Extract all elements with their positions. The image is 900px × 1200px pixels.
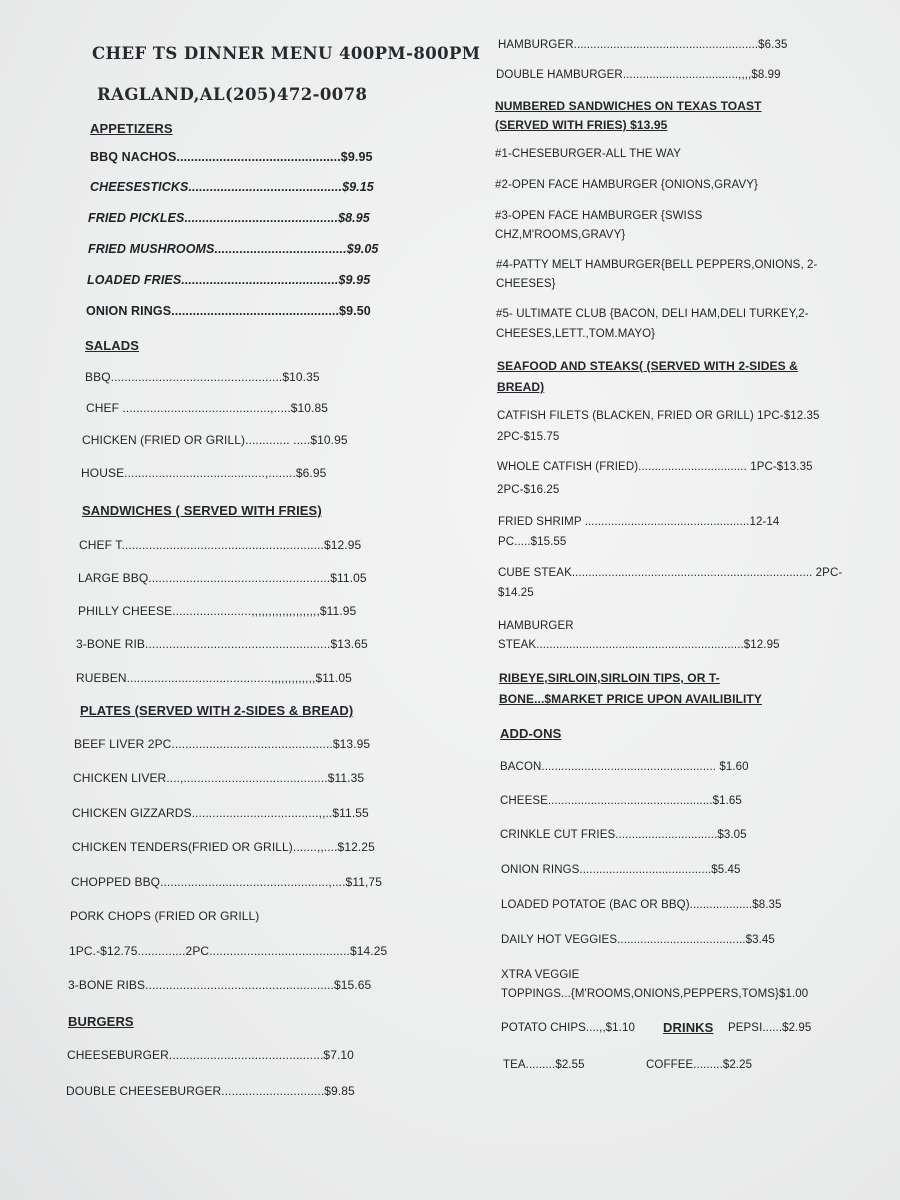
menu-item: 1PC.-$12.75..............2PC.........................................$14.25	[69, 944, 388, 958]
menu-location: RAGLAND,AL(205)472-0078	[97, 85, 368, 104]
menu-item: FRIED MUSHROOMS.....................................$9.05	[88, 242, 379, 256]
burgers-heading: BURGERS	[68, 1014, 134, 1029]
market-price-line-2: BONE...$MARKET PRICE UPON AVAILIBILITY	[499, 692, 762, 706]
seafood-heading-1: SEAFOOD AND STEAKS( (SERVED WITH 2-SIDES &	[497, 359, 798, 373]
menu-item: CATFISH FILETS (BLACKEN, FRIED OR GRILL) 1PC-$12.35	[497, 410, 820, 422]
plates-heading: PLATES (SERVED WITH 2-SIDES & BREAD)	[80, 703, 354, 718]
menu-item: CHEF T...........................................................$12.95	[79, 538, 362, 552]
market-price-line-1: RIBEYE,SIRLOIN,SIRLOIN TIPS, OR T-	[499, 671, 720, 685]
menu-item: HOUSE.........................................,........$6.95	[81, 466, 327, 480]
menu-item: DOUBLE HAMBURGER...................................,,,,$8.99	[496, 69, 781, 81]
drinks-heading: DRINKS	[663, 1020, 714, 1035]
menu-item: BACON..................................................... $1.60	[500, 761, 749, 773]
menu-item: PC.....$15.55	[498, 536, 567, 548]
menu-item: BBQ NACHOS..............................................$9.95	[90, 150, 373, 164]
menu-item: FRIED PICKLES...........................................$8.95	[88, 211, 370, 225]
menu-item: CHEF ...........................................,.....$10.85	[86, 401, 329, 415]
menu-item: CHEESES}	[496, 278, 556, 290]
menu-item: CHOPPED BBQ.................................................,....$11,75	[71, 875, 382, 889]
menu-item: TEA.........$2.55	[503, 1059, 585, 1071]
sandwiches-heading: SANDWICHES ( SERVED WITH FRIES)	[82, 503, 322, 518]
menu-item: TOPPINGS...{M'ROOMS,ONIONS,PEPPERS,TOMS}$1.00	[501, 988, 809, 1000]
menu-item: 3-BONE RIB......................................................$13.65	[76, 637, 368, 651]
menu-item: CHEESES,LETT.,TOM.MAYO}	[496, 328, 656, 340]
addons-heading: ADD-ONS	[500, 726, 562, 741]
menu-item: HAMBURGER........................................................$6.35	[498, 39, 788, 51]
salads-heading: SALADS	[85, 338, 140, 353]
appetizers-heading: APPETIZERS	[90, 121, 173, 136]
menu-item: BBQ..................................................$10.35	[85, 370, 320, 384]
menu-item: $14.25	[498, 587, 534, 599]
menu-item: RUEBEN..........................................,,,,,,,,,,,,,$11.05	[76, 671, 352, 685]
menu-item: CHEESEBURGER.............................................$7.10	[67, 1048, 354, 1062]
menu-item: CHICKEN (FRIED OR GRILL)............. .....$10.95	[82, 433, 348, 447]
menu-item: CHICKEN LIVER....,..........................................$11.35	[73, 771, 365, 785]
menu-item: CHEESESTICKS...........................................$9.15	[90, 180, 374, 194]
menu-item: COFFEE.........$2.25	[646, 1059, 753, 1071]
menu-item: CHEESE..................................................$1.65	[500, 795, 742, 807]
menu-item: CHICKEN GIZZARDS.....................................,,..$11.55	[72, 806, 369, 820]
menu-item: #2-OPEN FACE HAMBURGER {ONIONS,GRAVY}	[495, 179, 758, 191]
menu-item: 2PC-$15.75	[497, 431, 560, 443]
menu-item: CHZ,M'ROOMS,GRAVY}	[495, 229, 626, 241]
seafood-heading-2: BREAD)	[497, 380, 545, 394]
menu-item: XTRA VEGGIE	[501, 969, 580, 981]
menu-item: PEPSI......$2.95	[728, 1022, 812, 1034]
menu-item: #1-CHESEBURGER-ALL THE WAY	[495, 148, 682, 160]
menu-item: STEAK...............................................................$12.95	[498, 639, 780, 651]
menu-item: LARGE BBQ.....................................................$11.05	[78, 571, 367, 585]
menu-item: PHILLY CHEESE.......................,,,,,,,,,,,,,,,,,,,,$11.95	[78, 604, 357, 618]
menu-item: CHICKEN TENDERS(FRIED OR GRILL).......,,....$12.25	[72, 840, 375, 854]
menu-item: ONION RINGS...............................................$9.50	[86, 304, 371, 318]
menu-item: 3-BONE RIBS.......................................................$15.65	[68, 978, 372, 992]
menu-item: ONION RINGS........................................$5.45	[501, 864, 741, 876]
menu-item: #5- ULTIMATE CLUB {BACON, DELI HAM,DELI TURKEY,2-	[496, 308, 809, 320]
menu-item: HAMBURGER	[498, 620, 574, 632]
menu-item: BEEF LIVER 2PC...............................................$13.95	[74, 737, 371, 751]
menu-item: PORK CHOPS (FRIED OR GRILL)	[70, 909, 260, 923]
menu-item: POTATO CHIPS....,,$1.10	[501, 1022, 635, 1034]
menu-item: LOADED FRIES............................................$9.95	[87, 273, 371, 287]
menu-item: #3-OPEN FACE HAMBURGER {SWISS	[495, 210, 703, 222]
menu-item: FRIED SHRIMP ..................................................12-14	[498, 516, 780, 528]
menu-item: LOADED POTATOE (BAC OR BBQ)...................$8.35	[501, 899, 782, 911]
menu-item: DAILY HOT VEGGIES.......................................$3.45	[501, 934, 775, 946]
menu-item: CUBE STEAK......................................................................... 2PC-	[498, 567, 843, 579]
menu-title: CHEF TS DINNER MENU 400PM-800PM	[92, 44, 481, 63]
numbered-heading-1: NUMBERED SANDWICHES ON TEXAS TOAST	[495, 99, 762, 113]
menu-item: WHOLE CATFISH (FRIED)................................. 1PC-$13.35	[497, 461, 813, 473]
menu-item: #4-PATTY MELT HAMBURGER{BELL PEPPERS,ONIONS, 2-	[496, 259, 818, 271]
menu-item: 2PC-$16.25	[497, 484, 560, 496]
numbered-heading-2: (SERVED WITH FRIES) $13.95	[495, 118, 668, 132]
menu-item: CRINKLE CUT FRIES...............................$3.05	[500, 829, 747, 841]
menu-item: DOUBLE CHEESEBURGER..............................$9.85	[66, 1084, 355, 1098]
